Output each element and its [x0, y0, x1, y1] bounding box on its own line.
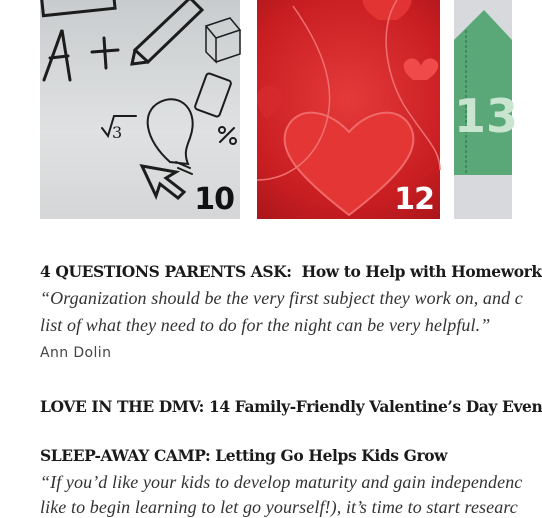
headline-title: How to Help with Homework	[301, 262, 542, 281]
headline-prefix: 4 QUESTIONS PARENTS ASK:	[40, 262, 292, 281]
article-headline[interactable]	[40, 262, 542, 281]
article-quote-line: list of what they need to do for the night can be very helpful.”	[40, 315, 491, 335]
article-headline[interactable]: SLEEP-AWAY CAMP: Letting Go Helps Kids Grow	[40, 446, 448, 465]
article-quote-line: like to begin learning to let go yourself!), it’s time to start researc	[40, 497, 518, 517]
thumbnail-camp[interactable]	[454, 0, 519, 219]
thumbnail-number: 10	[194, 182, 234, 217]
article-headline[interactable]: LOVE IN THE DMV: 14 Family-Friendly Valentine’s Day Even	[40, 397, 542, 416]
svg-text:3: 3	[112, 123, 123, 142]
article-author: Ann Dolin	[40, 345, 112, 361]
thumbnail-valentines[interactable]	[257, 0, 440, 219]
thumbnail-homework[interactable]	[40, 0, 240, 219]
green-house-image	[454, 0, 519, 219]
article-quote-line: “Organization should be the very first subject they work on, and c	[40, 288, 523, 308]
svg-text:13: 13	[454, 89, 519, 143]
thumbnail-number: 12	[394, 182, 434, 217]
article-quote-line: “If you’d like your kids to develop maturity and gain independenc	[40, 472, 523, 492]
